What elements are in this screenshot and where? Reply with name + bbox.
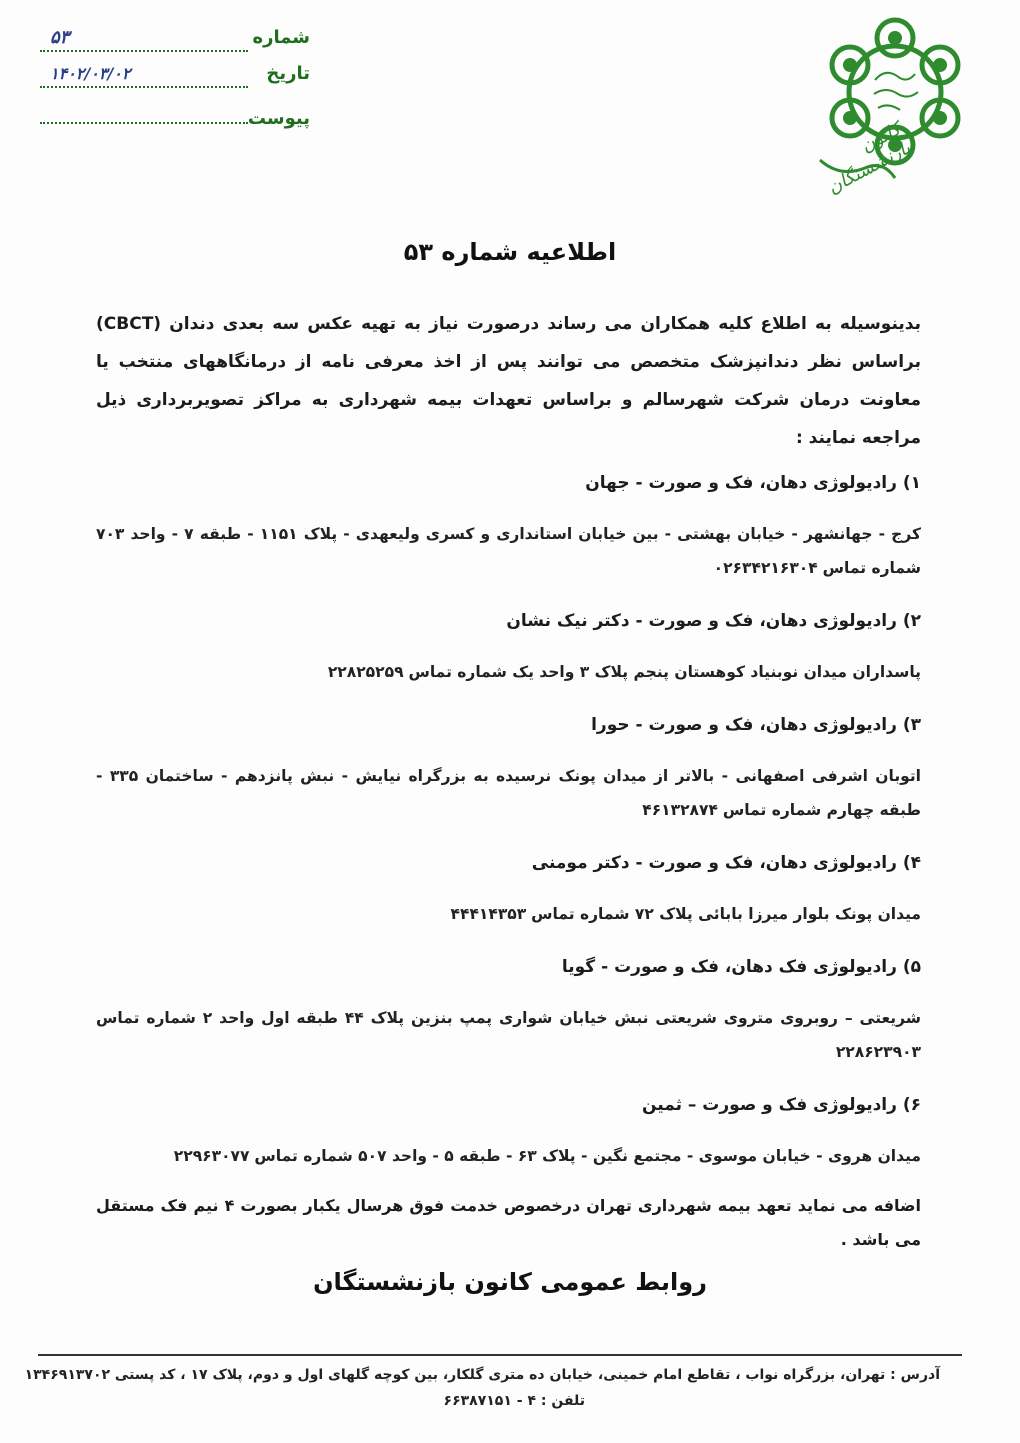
number-value: ۵۳ (40, 26, 248, 52)
clinic-phone: ۲۲۹۶۳۰۷۷ (173, 1147, 250, 1165)
clinic-phone: ۴۶۱۳۲۸۷۴ (642, 801, 718, 819)
footer-phone: تلفن : ۴ - ۶۶۳۸۷۱۵۱ (443, 1393, 585, 1409)
closing-paragraph: اضافه می نماید تعهد بیمه شهرداری تهران درخصوص خدمت فوق هرسال یکبار بصورت ۴ نیم فک مستقل می باشد . (96, 1196, 922, 1249)
letter-header-fields (40, 26, 310, 134)
clinic-address (96, 1139, 921, 1173)
clinic-address (96, 759, 921, 827)
logo-caption: کانون بازنشستگان (824, 118, 915, 199)
clinic-item (96, 947, 921, 1069)
footer (24, 1362, 940, 1414)
clinic-address-text: میدان هروی - خیابان موسوی - مجتمع نگین - پلاک ۶۳ - طبقه ۵ - واحد ۵۰۷ شماره تماس (254, 1147, 921, 1165)
date-row (40, 62, 310, 98)
clinic-item (96, 463, 921, 585)
clinic-phone: ۲۲۸۲۵۲۵۹ (327, 663, 404, 681)
clinic-address-text: اتوبان اشرفی اصفهانی - بالاتر از میدان پونک نرسیده به بزرگراه نیایش - نبش پانزدهم - ساختمان ۳۳۵ - طبقه چهارم شماره تماس (96, 767, 921, 819)
signature: روابط عمومی کانون بازنشستگان (313, 1268, 707, 1296)
clinic-heading: ۴) رادیولوژی دهان، فک و صورت - دکتر مومنی (531, 853, 921, 873)
clinic-address (96, 517, 921, 585)
clinic-phone: ۴۴۴۱۴۳۵۳ (450, 905, 527, 923)
clinic-item (96, 601, 921, 689)
footer-divider (38, 1354, 962, 1356)
clinic-address (96, 1001, 921, 1069)
clinic-address (96, 897, 921, 931)
clinic-address-text: پاسداران میدان نوبنیاد کوهستان پنجم پلاک ۳ واحد یک شماره تماس (408, 663, 921, 681)
attachment-value (40, 98, 248, 124)
number-row (40, 26, 310, 62)
clinic-address-text: شریعتی – روبروی متروی شریعتی نبش خیابان شواری پمپ بنزین پلاک ۴۴ طبقه اول واحد ۲ شماره تماس (96, 1009, 921, 1027)
footer-address: آدرس : تهران، بزرگراه نواب ، تقاطع امام خمینی، خیابان ده متری گلکار، بین کوچه گلهای اول و دوم، پلاک ۱۷ ، کد پستی ۱۳۴۶۹۱۳۷۰۲ (24, 1367, 940, 1383)
number-label: شماره (252, 27, 310, 48)
date-value: ۱۴۰۲/۰۳/۰۲ (40, 62, 248, 88)
clinic-item (96, 705, 921, 827)
clinic-heading: ۲) رادیولوژی دهان، فک و صورت - دکتر نیک نشان (506, 611, 921, 631)
letter-body (96, 305, 921, 1257)
clinic-heading: ۵) رادیولوژی فک دهان، فک و صورت - گویا (561, 957, 921, 977)
clinic-item (96, 1085, 921, 1173)
clinic-heading: ۶) رادیولوژی فک و صورت – ثمین (641, 1095, 921, 1115)
clinic-address-text: کرج - جهانشهر - خیابان بهشتی - بین خیابان استانداری و کسری ولیعهدی - پلاک ۱۱۵۱ - طبقه ۷ - واحد ۷۰۳ شماره تماس (96, 525, 921, 577)
intro-paragraph: بدینوسیله به اطلاع کلیه همکاران می رساند درصورت نیاز به تهیه عکس سه بعدی دندان (CBCT) براساس نظر دندانپزشک متخصص می توانند پس از اخذ معرفی نامه از درمانگاههای منتخب یا معاونت درمان شرکت شهرسالم و براساس تعهدات بیمه شهرداری به مراکز تصویربرداری ذیل مراجعه نمایند : (96, 314, 921, 448)
page-title: اطلاعیه شماره ۵۳ (403, 238, 617, 266)
clinic-address-text: میدان پونک بلوار میرزا بابائی پلاک ۷۲ شماره تماس (531, 905, 921, 923)
attachment-label: پیوست (247, 108, 310, 129)
clinic-heading: ۱) رادیولوژی دهان، فک و صورت - جهان (585, 473, 921, 493)
clinic-heading: ۳) رادیولوژی دهان، فک و صورت - حورا (591, 715, 921, 735)
clinic-phone: ۰۲۶۳۴۲۱۶۳۰۴ (713, 559, 818, 577)
clinic-phone: ۲۲۸۶۲۳۹۰۳ (835, 1043, 921, 1061)
clinic-address (96, 655, 921, 689)
date-label: تاریخ (266, 63, 310, 84)
attachment-row (40, 98, 310, 134)
clinic-item (96, 843, 921, 931)
